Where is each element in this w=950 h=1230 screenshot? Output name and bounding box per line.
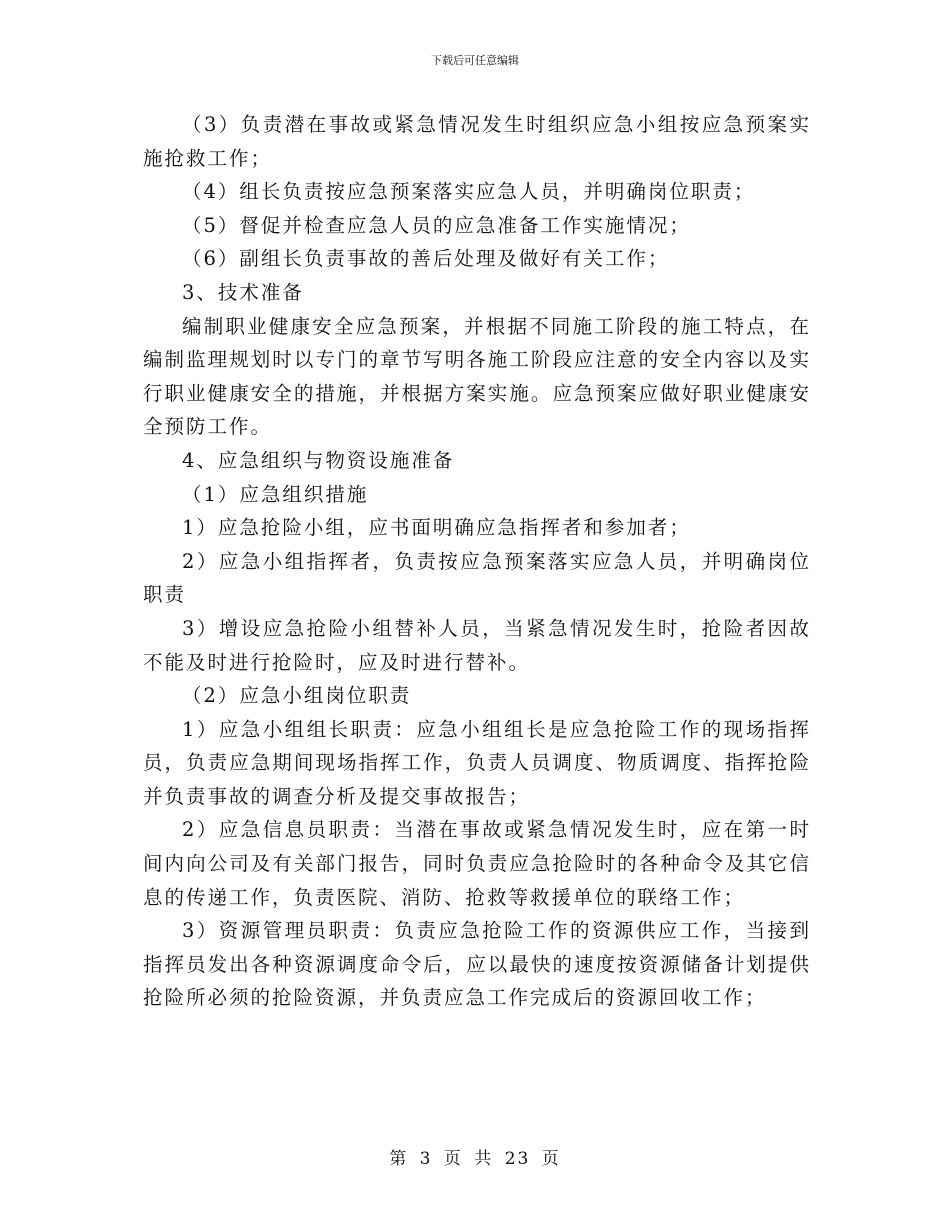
- page-header: 下载后可任意编辑: [431, 54, 519, 67]
- section-heading-organization-prep: 4、应急组织与物资设施准备: [182, 448, 455, 472]
- paragraph-duty-informer: 2）应急信息员职责：当潜在事故或紧急情况发生时，应在第一时间内向公司及有关部门报告，同时负责应急抢险时的各种命令及其它信息的传递工作，负责医院、消防、抢救等救援单位的联络工作；: [143, 818, 811, 909]
- paragraph-item-6-duty: （6）副组长负责事故的善后处理及做好有关工作；: [182, 247, 670, 271]
- paragraph-technical-prep: 编制职业健康安全应急预案，并根据不同施工阶段的施工特点，在编制监理规划时以专门的章节写明各施工阶段应注意的安全内容以及实行职业健康安全的措施，并根据方案实施。应急预案应做好职业健康安全预防工作。: [143, 314, 811, 439]
- paragraph-item-5-duty: （5）督促并检查应急人员的应急准备工作实施情况；: [182, 213, 691, 237]
- document-body: [143, 108, 811, 1015]
- paragraph-item-3-duty: （3）负责潜在事故或紧急情况发生时组织应急小组按应急预案实施抢救工作；: [143, 113, 811, 170]
- paragraph-duty-resource-manager: 3）资源管理员职责：负责应急抢险工作的资源供应工作，当接到指挥员发出各种资源调度命令后，应以最快的速度按资源储备计划提供抢险所必须的抢险资源，并负责应急工作完成后的资源回收工作；: [143, 919, 811, 1010]
- subheading-organization-measures: （1）应急组织措施: [182, 482, 369, 506]
- section-heading-technical-prep: 3、技术准备: [182, 280, 304, 304]
- paragraph-measure-3: 3）增设应急抢险小组替补人员，当紧急情况发生时，抢险者因故不能及时进行抢险时，应及时进行替补。: [143, 616, 811, 674]
- subheading-team-duties: （2）应急小组岗位职责: [182, 684, 412, 708]
- paragraph-measure-2: 2）应急小组指挥者，负责按应急预案落实应急人员，并明确岗位职责: [143, 549, 811, 607]
- paragraph-measure-1: 1）应急抢险小组，应书面明确应急指挥者和参加者；: [182, 516, 691, 540]
- paragraph-item-4-duty: （4）组长负责按应急预案落实应急人员，并明确岗位职责；: [182, 180, 756, 204]
- page-footer: 第 3 页 共 23 页: [389, 1149, 561, 1169]
- paragraph-duty-leader: 1）应急小组组长职责：应急小组组长是应急抢险工作的现场指挥员，负责应急期间现场指挥工作，负责人员调度、物质调度、指挥抢险并负责事故的调查分析及提交事故报告；: [143, 717, 811, 808]
